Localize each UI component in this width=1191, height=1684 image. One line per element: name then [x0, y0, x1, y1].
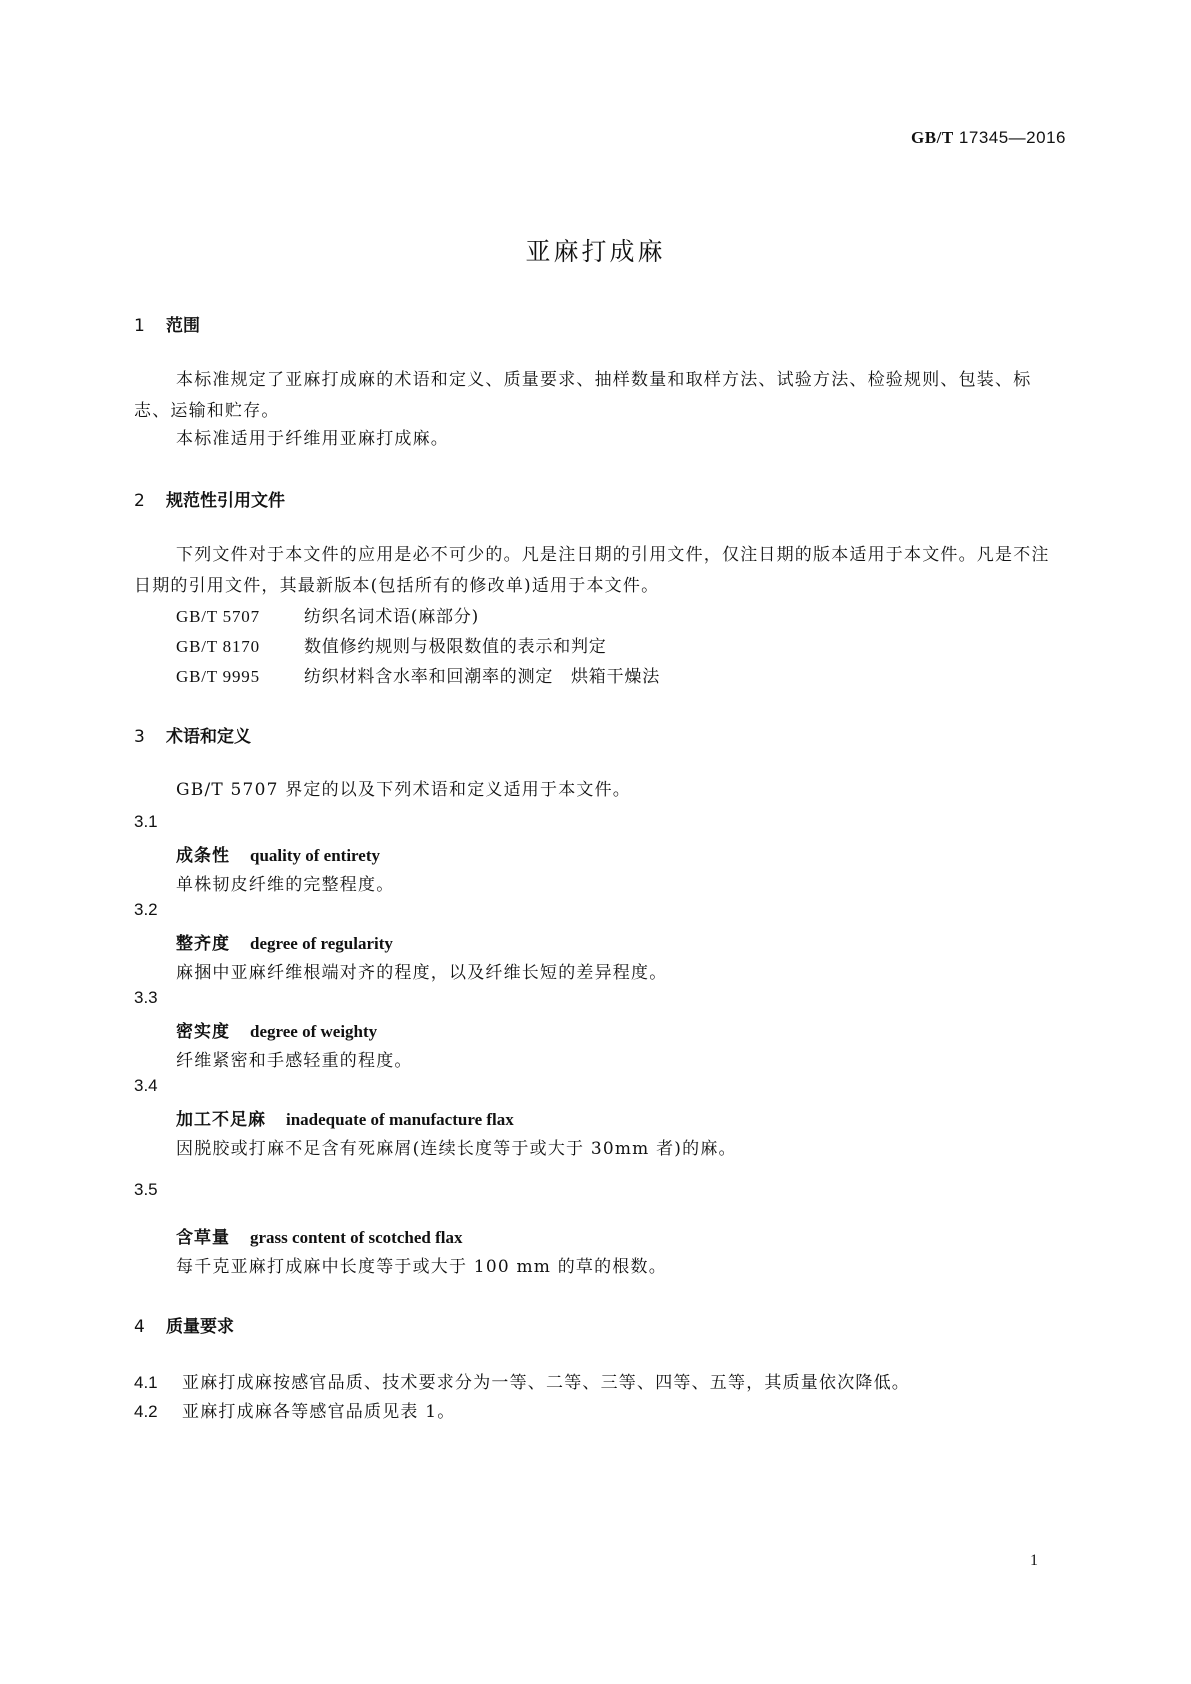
section-1-paragraph-2: 本标准适用于纤维用亚麻打成麻。 — [176, 429, 449, 449]
clause-number: 4.2 — [134, 1402, 158, 1421]
clause-item — [134, 1368, 910, 1393]
term-number: 3.5 — [134, 1180, 158, 1199]
section-title: 范围 — [166, 316, 200, 336]
term-heading — [176, 1105, 514, 1130]
reference-name: 纺织材料含水率和回潮率的测定 烘箱干燥法 — [304, 667, 660, 687]
section-title: 术语和定义 — [166, 727, 251, 747]
standard-code — [911, 128, 1066, 148]
clause-text: 亚麻打成麻按感官品质、技术要求分为一等、二等、三等、四等、五等，其质量依次降低。 — [182, 1373, 910, 1393]
reference-item — [176, 602, 479, 627]
section-1-paragraph-1: 本标准规定了亚麻打成麻的术语和定义、质量要求、抽样数量和取样方法、试验方法、检验规则、包装、标志、运输和贮存。 — [134, 370, 1032, 421]
term-heading — [176, 929, 393, 954]
term-en: degree of regularity — [250, 934, 393, 953]
term-heading — [176, 1223, 462, 1248]
standard-code-prefix: GB/T — [911, 128, 954, 147]
reference-code: GB/T 5707 — [176, 607, 260, 626]
clause-item — [134, 1397, 455, 1422]
document-title: 亚麻打成麻 — [525, 237, 666, 266]
term-definition: 纤维紧密和手感轻重的程度。 — [176, 1051, 413, 1071]
page-number: 1 — [1030, 1552, 1038, 1569]
term-number: 3.1 — [134, 812, 158, 831]
section-number: 3 — [134, 727, 145, 747]
term-zh: 含草量 — [176, 1228, 230, 1248]
term-definition: 麻捆中亚麻纤维根端对齐的程度，以及纤维长短的差异程度。 — [176, 963, 668, 983]
section-2-heading — [134, 486, 285, 511]
section-3-paragraph-1: GB/T 5707 界定的以及下列术语和定义适用于本文件。 — [176, 780, 632, 800]
term-definition: 单株韧皮纤维的完整程度。 — [176, 875, 395, 895]
section-2-paragraph-1: 下列文件对于本文件的应用是必不可少的。凡是注日期的引用文件，仅注日期的版本适用于本文件。凡是不注日期的引用文件，其最新版本(包括所有的修改单)适用于本文件。 — [134, 545, 1050, 596]
term-en: inadequate of manufacture flax — [286, 1110, 514, 1129]
term-en: quality of entirety — [250, 846, 381, 865]
term-definition: 因脱胶或打麻不足含有死麻屑(连续长度等于或大于 30mm 者)的麻。 — [176, 1139, 737, 1159]
section-number: 4 — [134, 1317, 145, 1337]
reference-code: GB/T 9995 — [176, 667, 260, 686]
term-definition: 每千克亚麻打成麻中长度等于或大于 100 mm 的草的根数。 — [176, 1257, 667, 1277]
section-title: 质量要求 — [166, 1317, 234, 1337]
term-heading — [176, 1017, 377, 1042]
term-zh: 加工不足麻 — [176, 1110, 266, 1130]
reference-name: 纺织名词术语(麻部分) — [304, 607, 480, 627]
term-number: 3.4 — [134, 1076, 158, 1095]
term-number: 3.2 — [134, 900, 158, 919]
term-number: 3.3 — [134, 988, 158, 1007]
term-en: degree of weighty — [250, 1022, 378, 1041]
section-1-heading — [134, 311, 200, 336]
term-heading — [176, 841, 380, 866]
standard-code-number: 17345—2016 — [958, 128, 1066, 147]
section-number: 2 — [134, 491, 145, 511]
clause-number: 4.1 — [134, 1373, 158, 1392]
reference-code: GB/T 8170 — [176, 637, 260, 656]
section-title: 规范性引用文件 — [166, 491, 285, 511]
term-zh: 成条性 — [176, 846, 230, 866]
section-3-heading — [134, 722, 251, 747]
reference-name: 数值修约规则与极限数值的表示和判定 — [304, 637, 607, 657]
term-zh: 整齐度 — [176, 934, 230, 954]
section-number: 1 — [134, 316, 145, 336]
section-4-heading — [134, 1312, 234, 1337]
reference-item — [176, 632, 607, 657]
term-zh: 密实度 — [176, 1022, 230, 1042]
reference-item — [176, 662, 660, 687]
term-en: grass content of scotched flax — [250, 1228, 463, 1247]
clause-text: 亚麻打成麻各等感官品质见表 1。 — [182, 1402, 456, 1422]
